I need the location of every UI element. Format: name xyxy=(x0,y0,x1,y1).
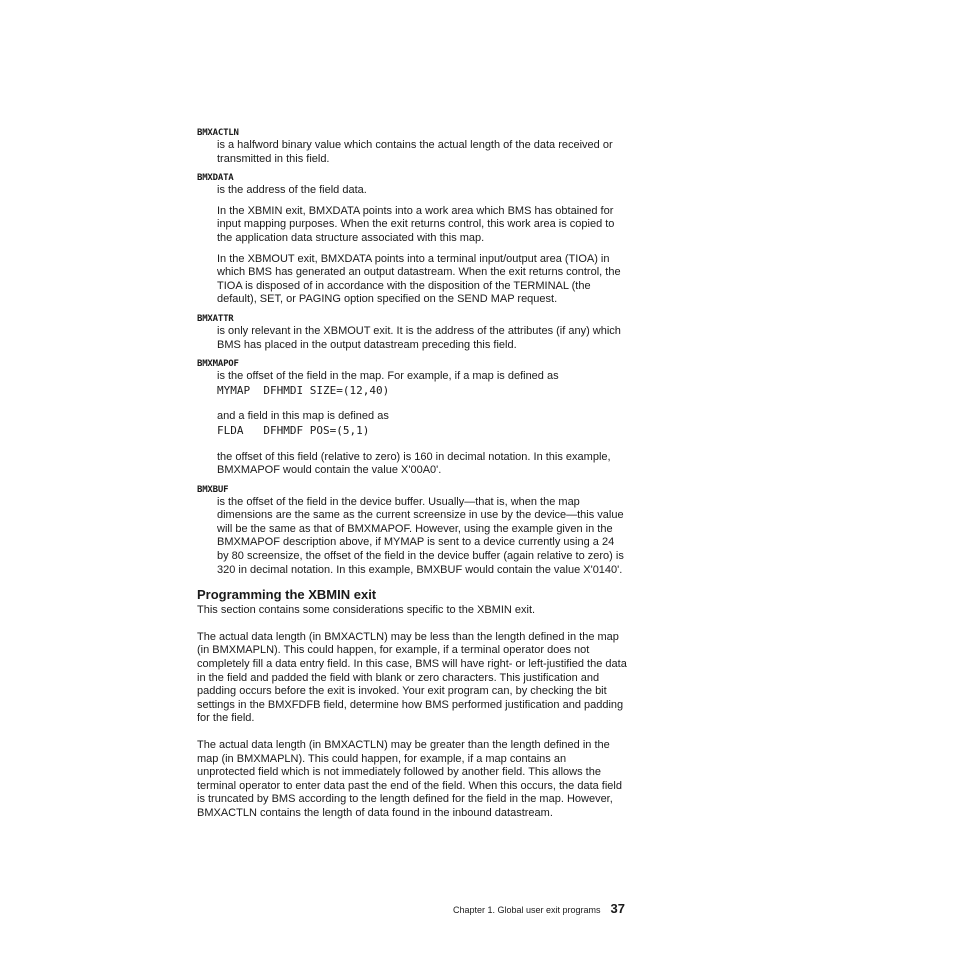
chapter-title: Chapter 1. Global user exit programs xyxy=(452,905,601,915)
term-bmxbuf: BMXBUF xyxy=(197,484,229,495)
section-paragraph: The actual data length (in BMXACTLN) may be less than the length defined in the map (in BMXMAPLN). This could happen, for example, if a terminal operator does not completely fill a data entry field. In this case, BMS will have right- or left-justified the data in the field and padded the field with blank or zero characters. This justification and padding occurs before the exit is invoked. Your exit program can, by checking the bit settings in the BMXFDFB field, determine how BMS performed justification and padding for the field. xyxy=(197,630,627,725)
definition-text: is only relevant in the XBMOUT exit. It is the address of the attributes (if any) which BMS has placed in the output datastream preceding this field. xyxy=(217,324,621,351)
definition-text: is a halfword binary value which contains the actual length of the data received or transmitted in this field. xyxy=(217,139,613,165)
page-content xyxy=(197,127,627,821)
page-number: 37 xyxy=(610,901,625,916)
section-paragraph: The actual data length (in BMXACTLN) may be greater than the length defined in the map (in BMXMAPLN). This could happen, for example, if a map contains an unprotected field which is not immediately followed by another field. This allows the terminal operator to enter data past the end of the field. When this occurs, the data field is truncated by BMS according to the length defined for the field in the map. However, BMXACTLN contains the length of data found in the inbound datastream. xyxy=(197,739,622,819)
term-bmxactln: BMXACTLN xyxy=(197,128,239,138)
definition xyxy=(217,139,627,166)
definition-text: In the XBMOUT exit, BMXDATA points into a terminal input/output area (TIOA) in which BMS has generated an output datastream. When the exit returns control, the TIOA is disposed of in accordance with the disposition of the TERMINAL (the default), SET, or PAGING option specified on the SEND MAP request. xyxy=(217,252,621,306)
definition xyxy=(217,184,627,307)
definition xyxy=(217,325,627,352)
section-heading: Programming the XBMIN exit xyxy=(197,587,377,603)
term-bmxmapof: BMXMAPOF xyxy=(197,359,239,370)
definition xyxy=(217,496,627,578)
definition-text: the offset of this field (relative to zero) is 160 in decimal notation. In this example, BMXMAPOF would contain the value X'00A0'. xyxy=(217,450,611,477)
definition-text: and a field in this map is defined as xyxy=(217,410,389,423)
definition-entry xyxy=(197,172,627,307)
term-bmxattr: BMXATTR xyxy=(197,313,234,324)
definition-entry xyxy=(197,127,627,166)
definition-text: In the XBMIN exit, BMXDATA points into a work area which BMS has obtained for input mapping purposes. When the exit returns control, this work area is copied to the application data structure associated with this map. xyxy=(217,204,615,244)
term-bmxdata: BMXDATA xyxy=(197,173,234,184)
section-paragraph: This section contains some considerations specific to the XBMIN exit. xyxy=(197,604,536,617)
code-example: MYMAP DFHMDI SIZE=(12,40) xyxy=(217,383,390,397)
definition-text: is the offset of the field in the map. For example, if a map is defined as xyxy=(217,370,559,383)
page-footer xyxy=(430,900,625,918)
definition-entry xyxy=(197,313,627,352)
definition xyxy=(217,370,627,478)
definition-text: is the offset of the field in the device buffer. Usually—that is, when the map dimensions are the same as the current screensize in use by the device—this value will be the same as that of BMXMAPOF. However, using the example given in the BMXMAPOF description above, if MYMAP is sent to a device currently using a 24 by 80 screensize, the offset of the field in the device buffer (again relative to zero) is 320 in decimal notation. In this example, BMXBUF would contain the value X'0140'. xyxy=(217,495,624,576)
definition-text: is the address of the field data. xyxy=(217,184,367,197)
definition-entry xyxy=(197,484,627,578)
code-example: FLDA DFHMDF POS=(5,1) xyxy=(217,423,370,437)
definition-entry xyxy=(197,358,627,478)
